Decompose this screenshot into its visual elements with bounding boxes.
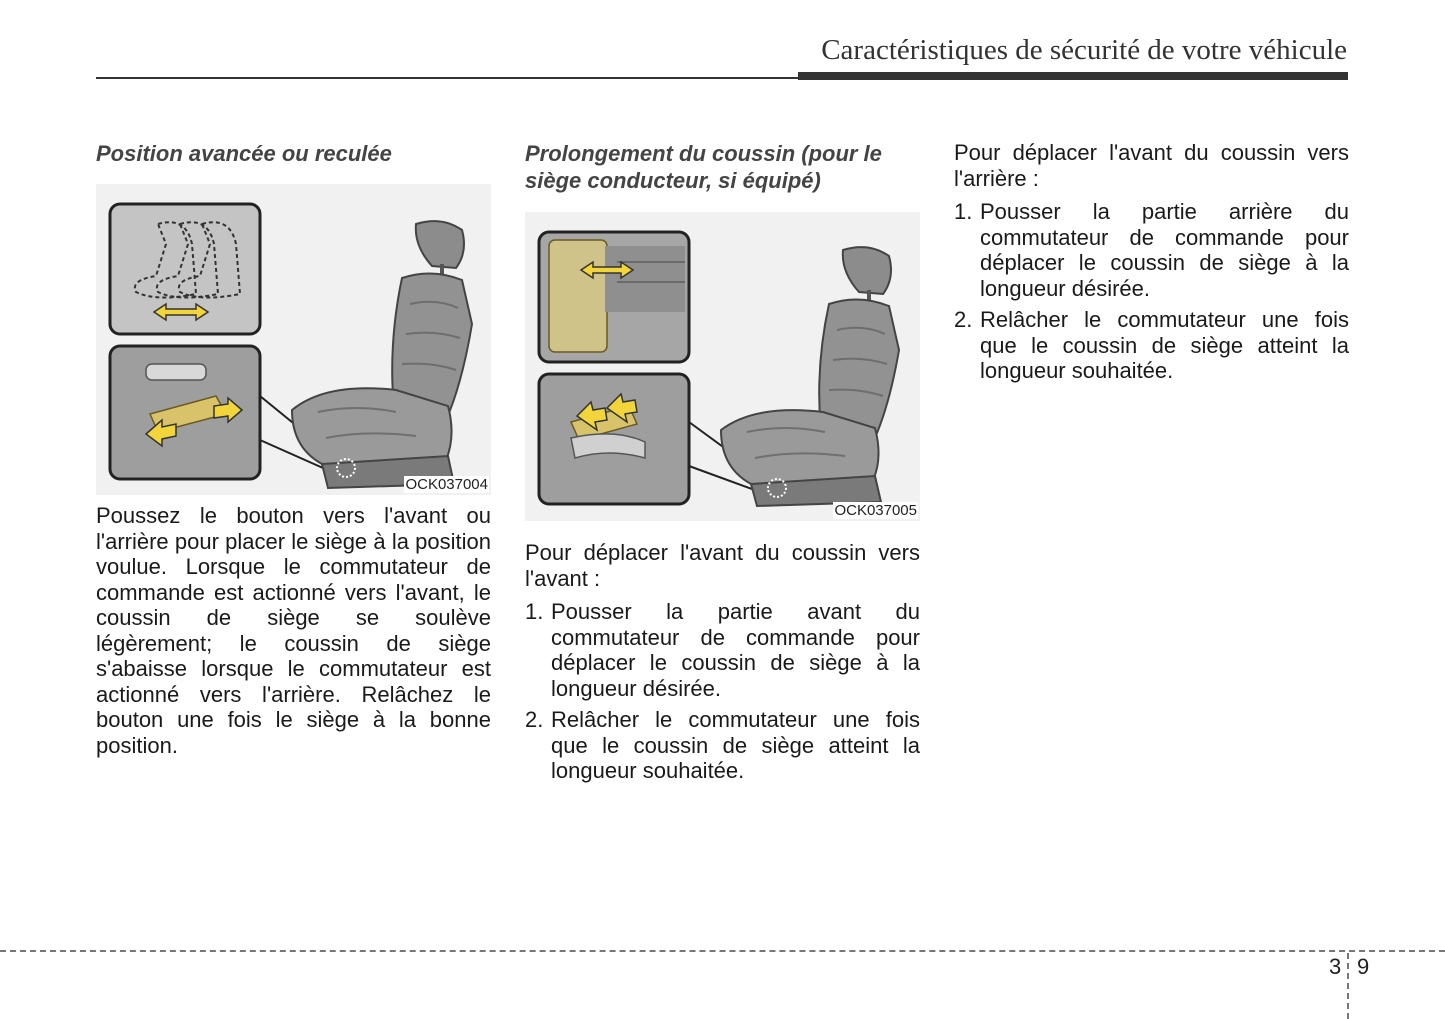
column-left <box>96 140 491 758</box>
figure-seat-slide <box>96 184 491 495</box>
column-middle <box>525 140 920 790</box>
list-item: 1. Pousser la partie arrière du commutateur de commande pour déplacer le coussin de siège à la longueur désirée. <box>954 199 1349 301</box>
page-number-divider <box>1347 953 1349 1019</box>
chapter-number: 3 <box>1329 954 1342 979</box>
section-heading: Prolongement du coussin (pour le siège conducteur, si équipé) <box>525 141 882 193</box>
steps-list <box>525 599 920 784</box>
list-item: 2. Relâcher le commutateur une fois que le coussin de siège atteint la longueur souhaitée. <box>954 307 1349 383</box>
paragraph: Poussez le bouton vers l'avant ou l'arrière pour placer le siège à la position voulue. Lorsque le commutateur de commande est actionné vers l'avant, le coussin de siège se soulève légèrement; le coussin de siège s'abaisse lorsque le commutateur est actionné vers l'arrière. Relâchez le bouton une fois le siège à la bonne position. <box>96 503 491 758</box>
section-heading: Position avancée ou reculée <box>96 141 392 166</box>
header-rule <box>96 77 798 79</box>
seat-slide-illustration <box>96 184 491 495</box>
column-right <box>954 140 1349 390</box>
header-title: Caractéristiques de sécurité de votre véhicule <box>821 34 1347 66</box>
header-rule-bar <box>798 72 1348 80</box>
page-number: 9 <box>1357 954 1370 979</box>
figure-cushion-extension <box>525 212 920 521</box>
list-item: 1. Pousser la partie avant du commutateur de commande pour déplacer le coussin de siège à la longueur désirée. <box>525 599 920 701</box>
list-item: 2. Relâcher le commutateur une fois que le coussin de siège atteint la longueur souhaitée. <box>525 707 920 783</box>
cushion-extension-illustration <box>525 212 920 521</box>
footer-rule <box>0 950 1445 952</box>
steps-list <box>954 199 1349 384</box>
figure-code: OCK037005 <box>834 502 917 519</box>
paragraph: Pour déplacer l'avant du coussin vers l'arrière : <box>954 140 1349 191</box>
figure-code: OCK037004 <box>405 476 488 493</box>
paragraph: Pour déplacer l'avant du coussin vers l'avant : <box>525 540 920 591</box>
